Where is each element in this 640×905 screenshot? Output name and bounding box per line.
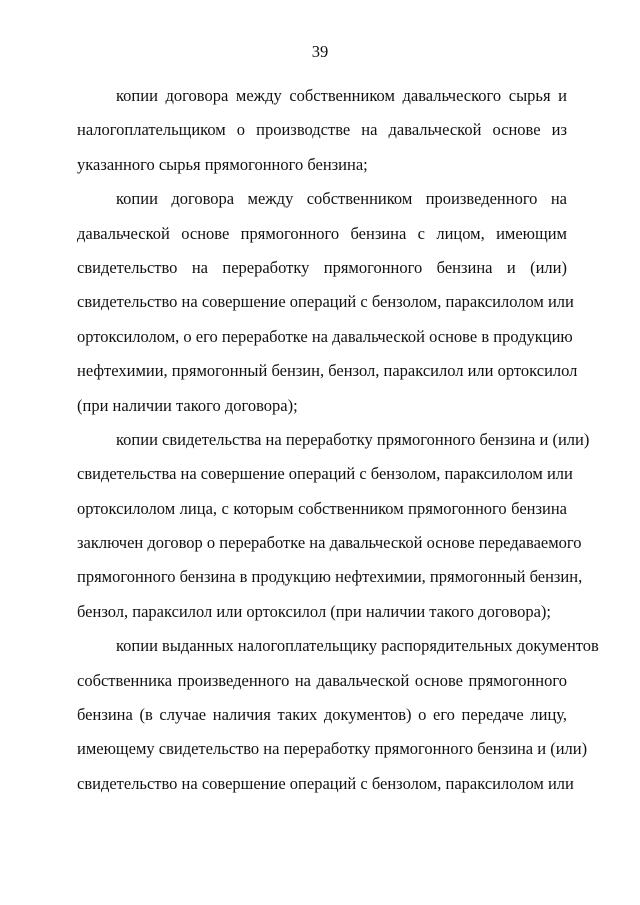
text-line: свидетельства на совершение операций с бензолом, параксилолом или: [77, 464, 573, 484]
text-line: свидетельство на переработку прямогонного бензина и (или): [77, 257, 567, 277]
text-line: собственника произведенного на давальческой основе прямогонного: [77, 670, 567, 690]
text-line: указанного сырья прямогонного бензина;: [77, 154, 368, 174]
text-line: ортоксилолом, о его переработке на давальческой основе в продукцию: [77, 326, 573, 346]
paragraph-certificate-copies: [77, 423, 590, 629]
paragraph-contract-processing: [77, 182, 578, 423]
paragraph-contract-raw-material-owner: [77, 79, 567, 182]
text-line: имеющему свидетельство на переработку прямогонного бензина и (или): [77, 739, 588, 759]
text-line: заключен договор о переработке на давальческой основе передаваемого: [77, 533, 582, 553]
text-line: копии договора между собственником давальческого сырья и: [116, 86, 567, 105]
text-line: прямогонного бензина в продукцию нефтехимии, прямогонный бензин,: [77, 567, 583, 587]
text-line: бензина (в случае наличия таких документов) о его передаче лицу,: [77, 705, 567, 725]
text-line: давальческой основе прямогонного бензина с лицом, имеющим: [77, 223, 567, 243]
paragraph-administrative-documents: [77, 629, 599, 801]
text-line: копии свидетельства на переработку прямогонного бензина и (или): [116, 429, 590, 449]
text-line: (при наличии такого договора);: [77, 395, 298, 415]
document-body: [77, 79, 599, 801]
text-line: ортоксилолом лица, с которым собственником прямогонного бензина: [77, 498, 567, 518]
text-line: бензол, параксилол или ортоксилол (при наличии такого договора);: [77, 601, 552, 621]
text-line: свидетельство на совершение операций с бензолом, параксилолом или: [77, 292, 574, 312]
text-line: копии выданных налогоплательщику распорядительных документов: [116, 636, 599, 656]
text-line: налогоплательщиком о производстве на давальческой основе из: [77, 120, 567, 140]
page-number: 39: [311, 42, 329, 61]
text-line: нефтехимии, прямогонный бензин, бензол, параксилол или ортоксилол: [77, 361, 578, 381]
text-line: копии договора между собственником произведенного на: [116, 189, 567, 209]
text-line: свидетельство на совершение операций с бензолом, параксилолом или: [77, 773, 574, 793]
